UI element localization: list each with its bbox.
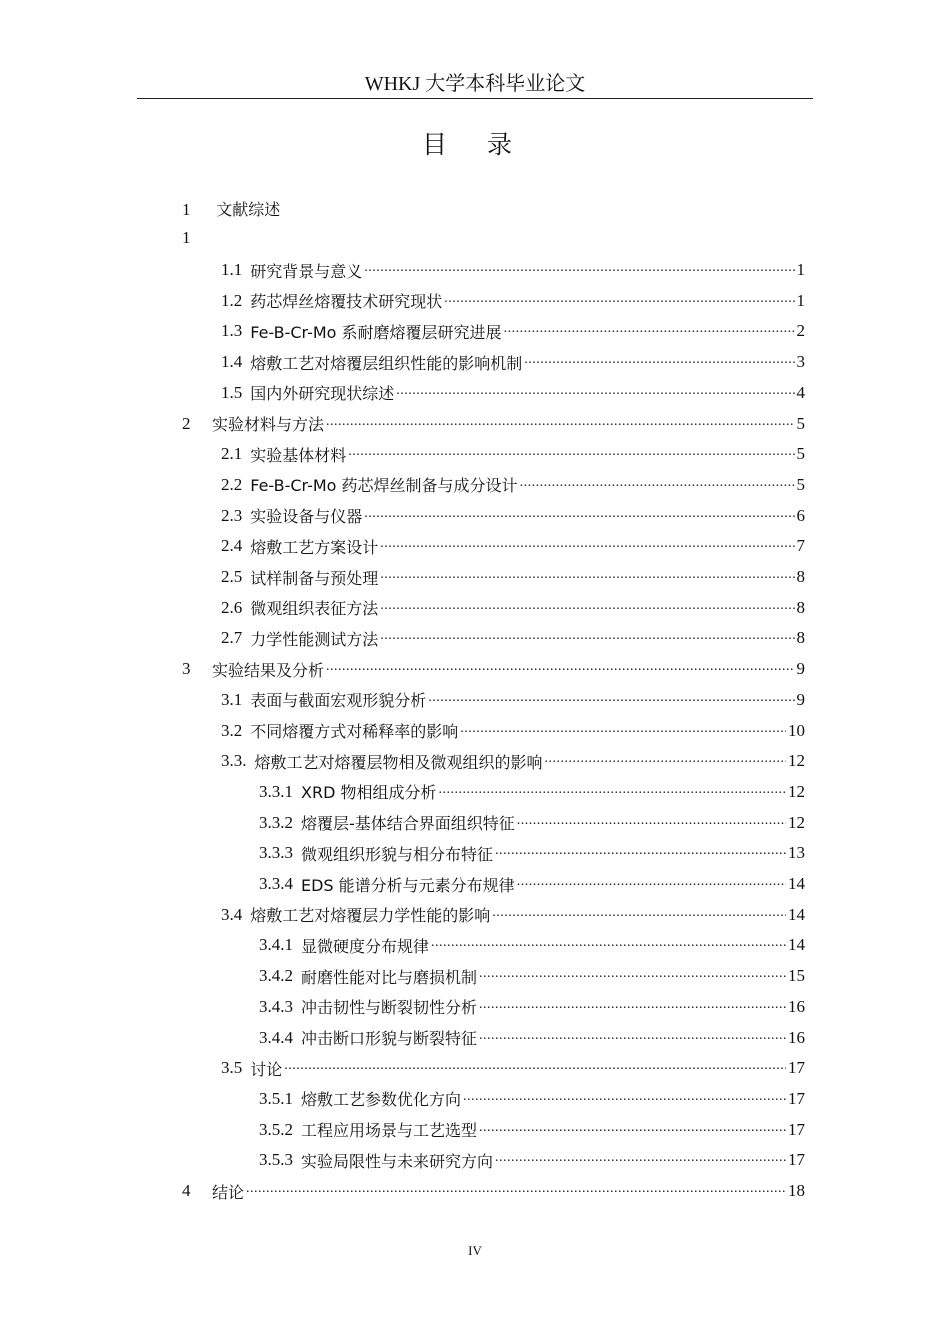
toc-entry-number: 3 [182, 659, 191, 679]
toc-entry-1[interactable] [182, 197, 280, 220]
toc-entry-page: 3 [796, 352, 805, 372]
toc-leader-dots [396, 383, 794, 399]
toc-leader-dots [326, 659, 794, 675]
toc-entry-title: 不同熔覆方式对稀释率的影响 [250, 722, 459, 741]
toc-entry-title: 熔敷工艺方案设计 [250, 537, 379, 557]
toc-entry[interactable] [259, 1145, 805, 1175]
toc-entry-page: 12 [788, 751, 805, 771]
toc-entry-page: 14 [788, 935, 805, 955]
toc-entry[interactable] [259, 930, 805, 960]
toc-entry-page: 13 [788, 843, 805, 863]
toc-entry-title: 结论 [212, 1182, 245, 1202]
toc-entry-title: 工程应用场景与工艺选型 [301, 1121, 478, 1141]
toc-entry-title: 耐磨性能对比与磨损机制 [301, 967, 478, 987]
toc-entry-page: 1 [796, 290, 805, 310]
toc-entry-page: 8 [796, 597, 805, 617]
toc-entry-title: 文献综述 [216, 200, 281, 219]
toc-entry-title: 熔敷工艺参数优化方向 [301, 1090, 462, 1110]
toc-entry-title: EDS 能谱分析与元素分布规律 [301, 875, 515, 895]
toc-entry-page: 9 [796, 689, 805, 709]
toc-leader-dots [380, 567, 794, 583]
toc-entry-number: 3.4.3 [259, 996, 293, 1016]
page-title: 目 录 [422, 130, 528, 159]
toc-entry-page: 14 [788, 874, 805, 893]
toc-entry-title: 药芯焊丝熔覆技术研究现状 [250, 292, 443, 312]
toc-entry[interactable] [259, 838, 805, 868]
toc-entry-number: 4 [182, 1181, 191, 1200]
toc-leader-dots [495, 843, 786, 859]
running-header: WHKJ 大学本科毕业论文 [364, 73, 586, 95]
toc-entry[interactable] [221, 286, 805, 316]
toc-entry-page: 18 [788, 1181, 805, 1200]
toc-entry-number: 3.4.2 [259, 966, 293, 986]
toc-entry-title: 实验结果及分析 [212, 660, 325, 680]
toc-leader-dots [479, 1028, 786, 1044]
toc-leader-dots [364, 506, 794, 522]
toc-entry-number: 3.5.1 [259, 1088, 293, 1108]
toc-entry-page: 10 [788, 720, 805, 740]
toc-entry-title: 显微硬度分布规律 [301, 936, 430, 956]
toc-entry[interactable] [259, 961, 805, 991]
toc-entry-page: 5 [796, 444, 805, 464]
toc-entry-number: 3.2 [221, 720, 243, 740]
toc-entry-title: 力学性能测试方法 [250, 629, 379, 649]
toc-entry-title: 实验基体材料 [250, 445, 347, 465]
toc-entry-number: 3.3.3 [259, 843, 293, 863]
toc-leader-dots [380, 536, 794, 552]
toc-entry-page: 17 [788, 1058, 805, 1078]
toc-entry-page: 1 [796, 260, 805, 279]
toc-entry-number: 3.3.1 [259, 781, 293, 801]
toc-leader-dots [380, 628, 794, 644]
toc-leader-dots [439, 782, 787, 798]
toc-entry[interactable] [221, 593, 805, 623]
toc-entry-page: 12 [788, 812, 805, 832]
toc-entry-number: 2.4 [221, 536, 243, 556]
toc-entry[interactable] [182, 654, 805, 684]
toc-entry[interactable] [182, 409, 805, 439]
toc-leader-dots [428, 690, 794, 706]
toc-entry-number: 1.3 [221, 321, 243, 341]
toc-leader-dots [517, 813, 786, 829]
toc-entry-title: Fe-B-Cr-Mo 系耐磨熔覆层研究进展 [250, 322, 502, 342]
toc-entry[interactable] [221, 255, 805, 285]
toc-entry-number: 3.3.2 [259, 812, 293, 832]
toc-entry-title: 实验设备与仪器 [250, 507, 363, 527]
toc-entry-page: 14 [788, 904, 805, 924]
toc-entry-title: XRD 物相组成分析 [301, 783, 437, 803]
toc-entry[interactable] [259, 1023, 805, 1053]
toc-leader-dots [326, 414, 794, 430]
toc-leader-dots [246, 1181, 786, 1197]
toc-entry-page: 4 [796, 382, 805, 402]
toc-entry[interactable] [259, 808, 805, 838]
toc-leader-dots [495, 1150, 786, 1166]
toc-entry-number: 1.2 [221, 290, 243, 310]
toc-entry-number: 2.2 [221, 474, 243, 494]
toc-entry-number: 2.1 [221, 444, 243, 464]
toc-leader-dots [460, 721, 786, 737]
toc-entry[interactable] [221, 316, 805, 346]
toc-entry[interactable] [221, 347, 805, 377]
toc-leader-dots [479, 966, 786, 982]
toc-entry-number: 3.5.3 [259, 1150, 293, 1170]
toc-entry-page: 8 [796, 628, 805, 648]
toc-entry[interactable] [221, 716, 805, 746]
toc-entry[interactable] [221, 439, 805, 469]
toc-leader-dots [380, 598, 794, 614]
toc-leader-dots [492, 905, 786, 921]
toc-entry-page: 12 [788, 781, 805, 801]
toc-entry[interactable] [259, 777, 805, 807]
toc-entry-number: 1.4 [221, 352, 243, 372]
toc-entry-page: 5 [796, 474, 805, 494]
toc-entry-page: 2 [796, 321, 805, 341]
toc-entry[interactable] [259, 1084, 805, 1114]
toc-entry-title: 熔敷工艺对熔覆层物相及微观组织的影响 [254, 752, 543, 772]
toc-entry-page: 9 [796, 659, 805, 679]
toc-entry[interactable] [221, 378, 805, 408]
toc-entry-number: 3.3. [221, 751, 247, 771]
toc-entry-page: 17 [788, 1150, 805, 1170]
header-rule [137, 98, 813, 99]
toc-entry-number: 3.1 [221, 689, 243, 709]
toc-entry-page: 16 [788, 1027, 805, 1047]
toc-entry-title: 实验局限性与未来研究方向 [301, 1151, 494, 1171]
toc-entry-number: 3.4.4 [259, 1027, 293, 1047]
toc-entry[interactable] [221, 1053, 805, 1083]
toc-leader-dots [520, 475, 795, 491]
toc-leader-dots [463, 1089, 786, 1105]
toc-entry-title: 讨论 [250, 1059, 283, 1079]
toc-entry-number: 2.7 [221, 628, 243, 648]
toc-entry-page: 8 [796, 567, 805, 586]
toc-leader-dots [364, 260, 794, 276]
toc-entry-page: 5 [796, 413, 805, 433]
toc-entry-number: 3.5 [221, 1058, 243, 1078]
toc-entry-title: 冲击断口形貌与断裂特征 [301, 1029, 478, 1048]
toc-entry-number: 3.4.1 [259, 935, 293, 955]
toc-entry-page: 6 [796, 505, 805, 525]
toc-entry-number: 2 [182, 413, 191, 433]
toc-entry-number: 1 [182, 200, 191, 219]
toc-leader-dots [348, 444, 794, 460]
toc-entry-title: 研究背景与意义 [250, 261, 363, 281]
toc-entry[interactable] [221, 685, 805, 715]
toc-entry-title: 熔敷工艺对熔覆层组织性能的影响机制 [250, 353, 523, 373]
toc-entry[interactable] [221, 470, 805, 500]
toc-entry-number: 2.3 [221, 505, 243, 525]
toc-entry-number: 3.3.4 [259, 874, 293, 893]
toc-entry-page: 15 [788, 966, 805, 986]
toc-entry[interactable] [221, 900, 805, 930]
toc-entry[interactable] [221, 623, 805, 653]
toc-entry-number: 2.5 [221, 567, 243, 586]
toc-entry-title: 试样制备与预处理 [250, 568, 379, 588]
toc-entry-number: 1.1 [221, 260, 243, 279]
toc-leader-dots [524, 352, 794, 368]
toc-leader-dots [545, 751, 786, 767]
toc-entry-title: 冲击韧性与断裂韧性分析 [301, 998, 478, 1018]
toc-entry-title: 实验材料与方法 [212, 415, 325, 434]
toc-entry-title: 微观组织表征方法 [250, 599, 379, 619]
toc-entry-title: 表面与截面宏观形貌分析 [250, 691, 427, 711]
toc-entry-page: 7 [796, 536, 805, 556]
toc-leader-dots [479, 1120, 786, 1136]
toc-entry-title: 国内外研究现状综述 [250, 384, 395, 404]
toc-entry-title: 微观组织形貌与相分布特征 [301, 844, 494, 864]
toc-entry[interactable] [259, 992, 805, 1022]
toc-entry-title: 熔覆层-基体结合界面组织特征 [301, 814, 515, 834]
toc-entry-number: 1.5 [221, 382, 243, 402]
toc-entry-number: 3.4 [221, 904, 243, 924]
toc-leader-dots [431, 935, 786, 951]
toc-entry[interactable] [221, 501, 805, 531]
toc-leader-dots [504, 321, 795, 337]
toc-leader-dots [479, 997, 786, 1013]
toc-entry-page: 16 [788, 996, 805, 1016]
toc-entry[interactable] [259, 1115, 805, 1145]
toc-entry-page: 17 [788, 1088, 805, 1108]
toc-leader-dots [284, 1058, 786, 1074]
toc-entry-number: 2.6 [221, 597, 243, 617]
toc-entry[interactable] [259, 869, 805, 899]
toc-entry[interactable] [221, 562, 805, 592]
toc-entry[interactable] [221, 531, 805, 561]
toc-leader-dots [444, 291, 794, 307]
toc-entry-1-page: 1 [182, 228, 191, 247]
page-number-footer: IV [468, 1243, 482, 1258]
toc-entry-page: 17 [788, 1119, 805, 1139]
toc-entry[interactable] [182, 1176, 805, 1206]
toc-entry-title: 熔敷工艺对熔覆层力学性能的影响 [250, 906, 491, 926]
toc-entry-number: 3.5.2 [259, 1119, 293, 1139]
toc-entry-title: Fe-B-Cr-Mo 药芯焊丝制备与成分设计 [250, 476, 518, 496]
toc-entry[interactable] [221, 746, 805, 776]
toc-leader-dots [517, 874, 786, 890]
